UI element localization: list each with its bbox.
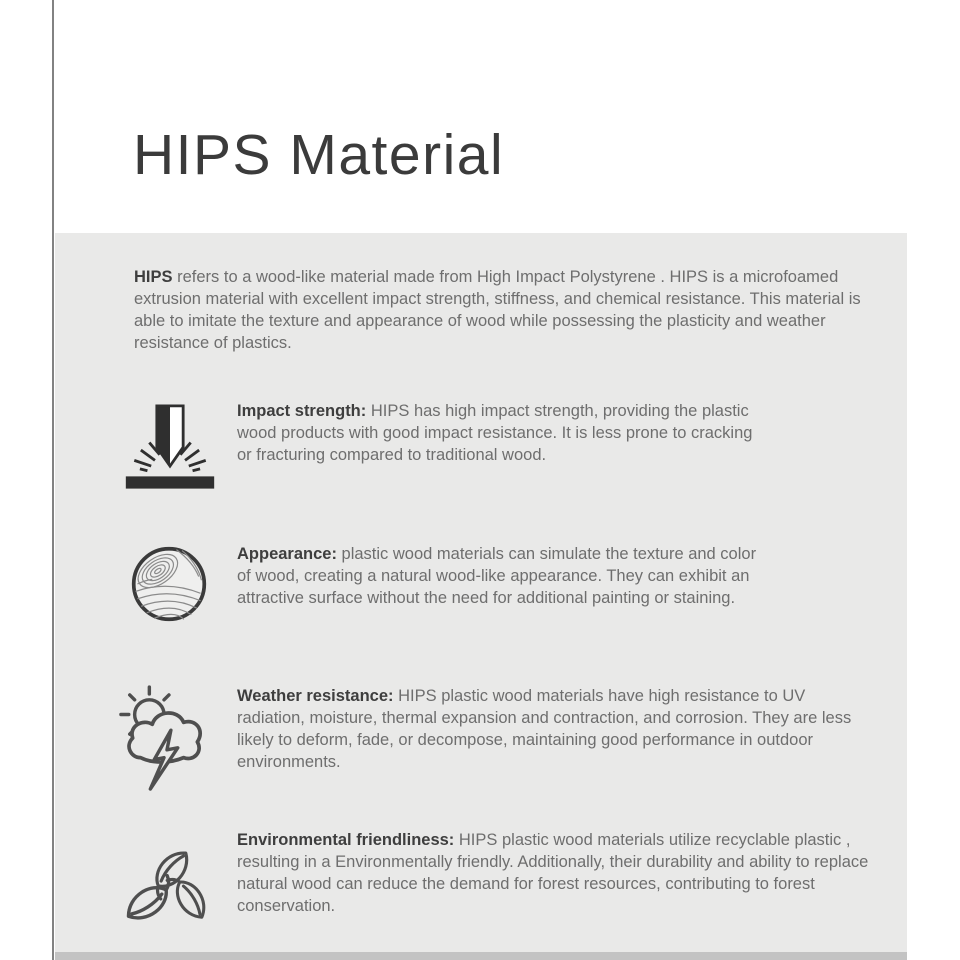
impact-strength-icon (117, 400, 237, 498)
content-panel (55, 233, 907, 960)
feature-label: Weather resistance: (237, 687, 394, 705)
feature-body: HIPS has high impact strength, providing the plastic wood products with good impact resistance. It is less prone to cracking or fracturing compared to traditional wood. (237, 402, 753, 464)
feature-label: Appearance: (237, 545, 337, 563)
feature-label: Impact strength: (237, 402, 367, 420)
leaves-icon (117, 829, 237, 935)
storm-icon (117, 685, 237, 795)
feature-text (237, 400, 757, 466)
panel-bottom-strip (55, 952, 907, 960)
left-margin-rule (52, 0, 54, 960)
intro-paragraph (134, 266, 871, 354)
feature-label: Environmental friendliness: (237, 831, 455, 849)
feature-body: HIPS plastic wood materials utilize recyclable plastic , resulting in a Environmentally friendly. Additionally, their durability and ability to replace natural wood can reduce the demand for forest resources, contributing to forest conservation. (237, 831, 869, 915)
feature-appearance (117, 543, 759, 623)
feature-text (237, 829, 895, 917)
feature-environmental-friendliness (117, 829, 895, 935)
feature-body: plastic wood materials can simulate the texture and color of wood, creating a natural wood-like appearance. They can exhibit an attractive surface without the need for additional painting or staining. (237, 545, 757, 607)
feature-impact-strength (117, 400, 757, 498)
intro-highlight: HIPS (134, 268, 173, 286)
feature-text (237, 543, 759, 609)
page-title: HIPS Material (133, 123, 505, 187)
feature-text (237, 685, 871, 773)
intro-text: refers to a wood-like material made from High Impact Polystyrene . HIPS is a microfoamed extrusion material with excellent impact strength, stiffness, and chemical resistance. This material is able to imitate the texture and appearance of wood while possessing the plasticity and weather resistance of plastics. (134, 268, 861, 352)
feature-body: HIPS plastic wood materials have high resistance to UV radiation, moisture, thermal expansion and contraction, and corrosion. They are less likely to deform, fade, or decompose, maintaining good performance in outdoor environments. (237, 687, 852, 771)
feature-weather-resistance (117, 685, 871, 795)
wood-grain-icon (117, 543, 237, 623)
